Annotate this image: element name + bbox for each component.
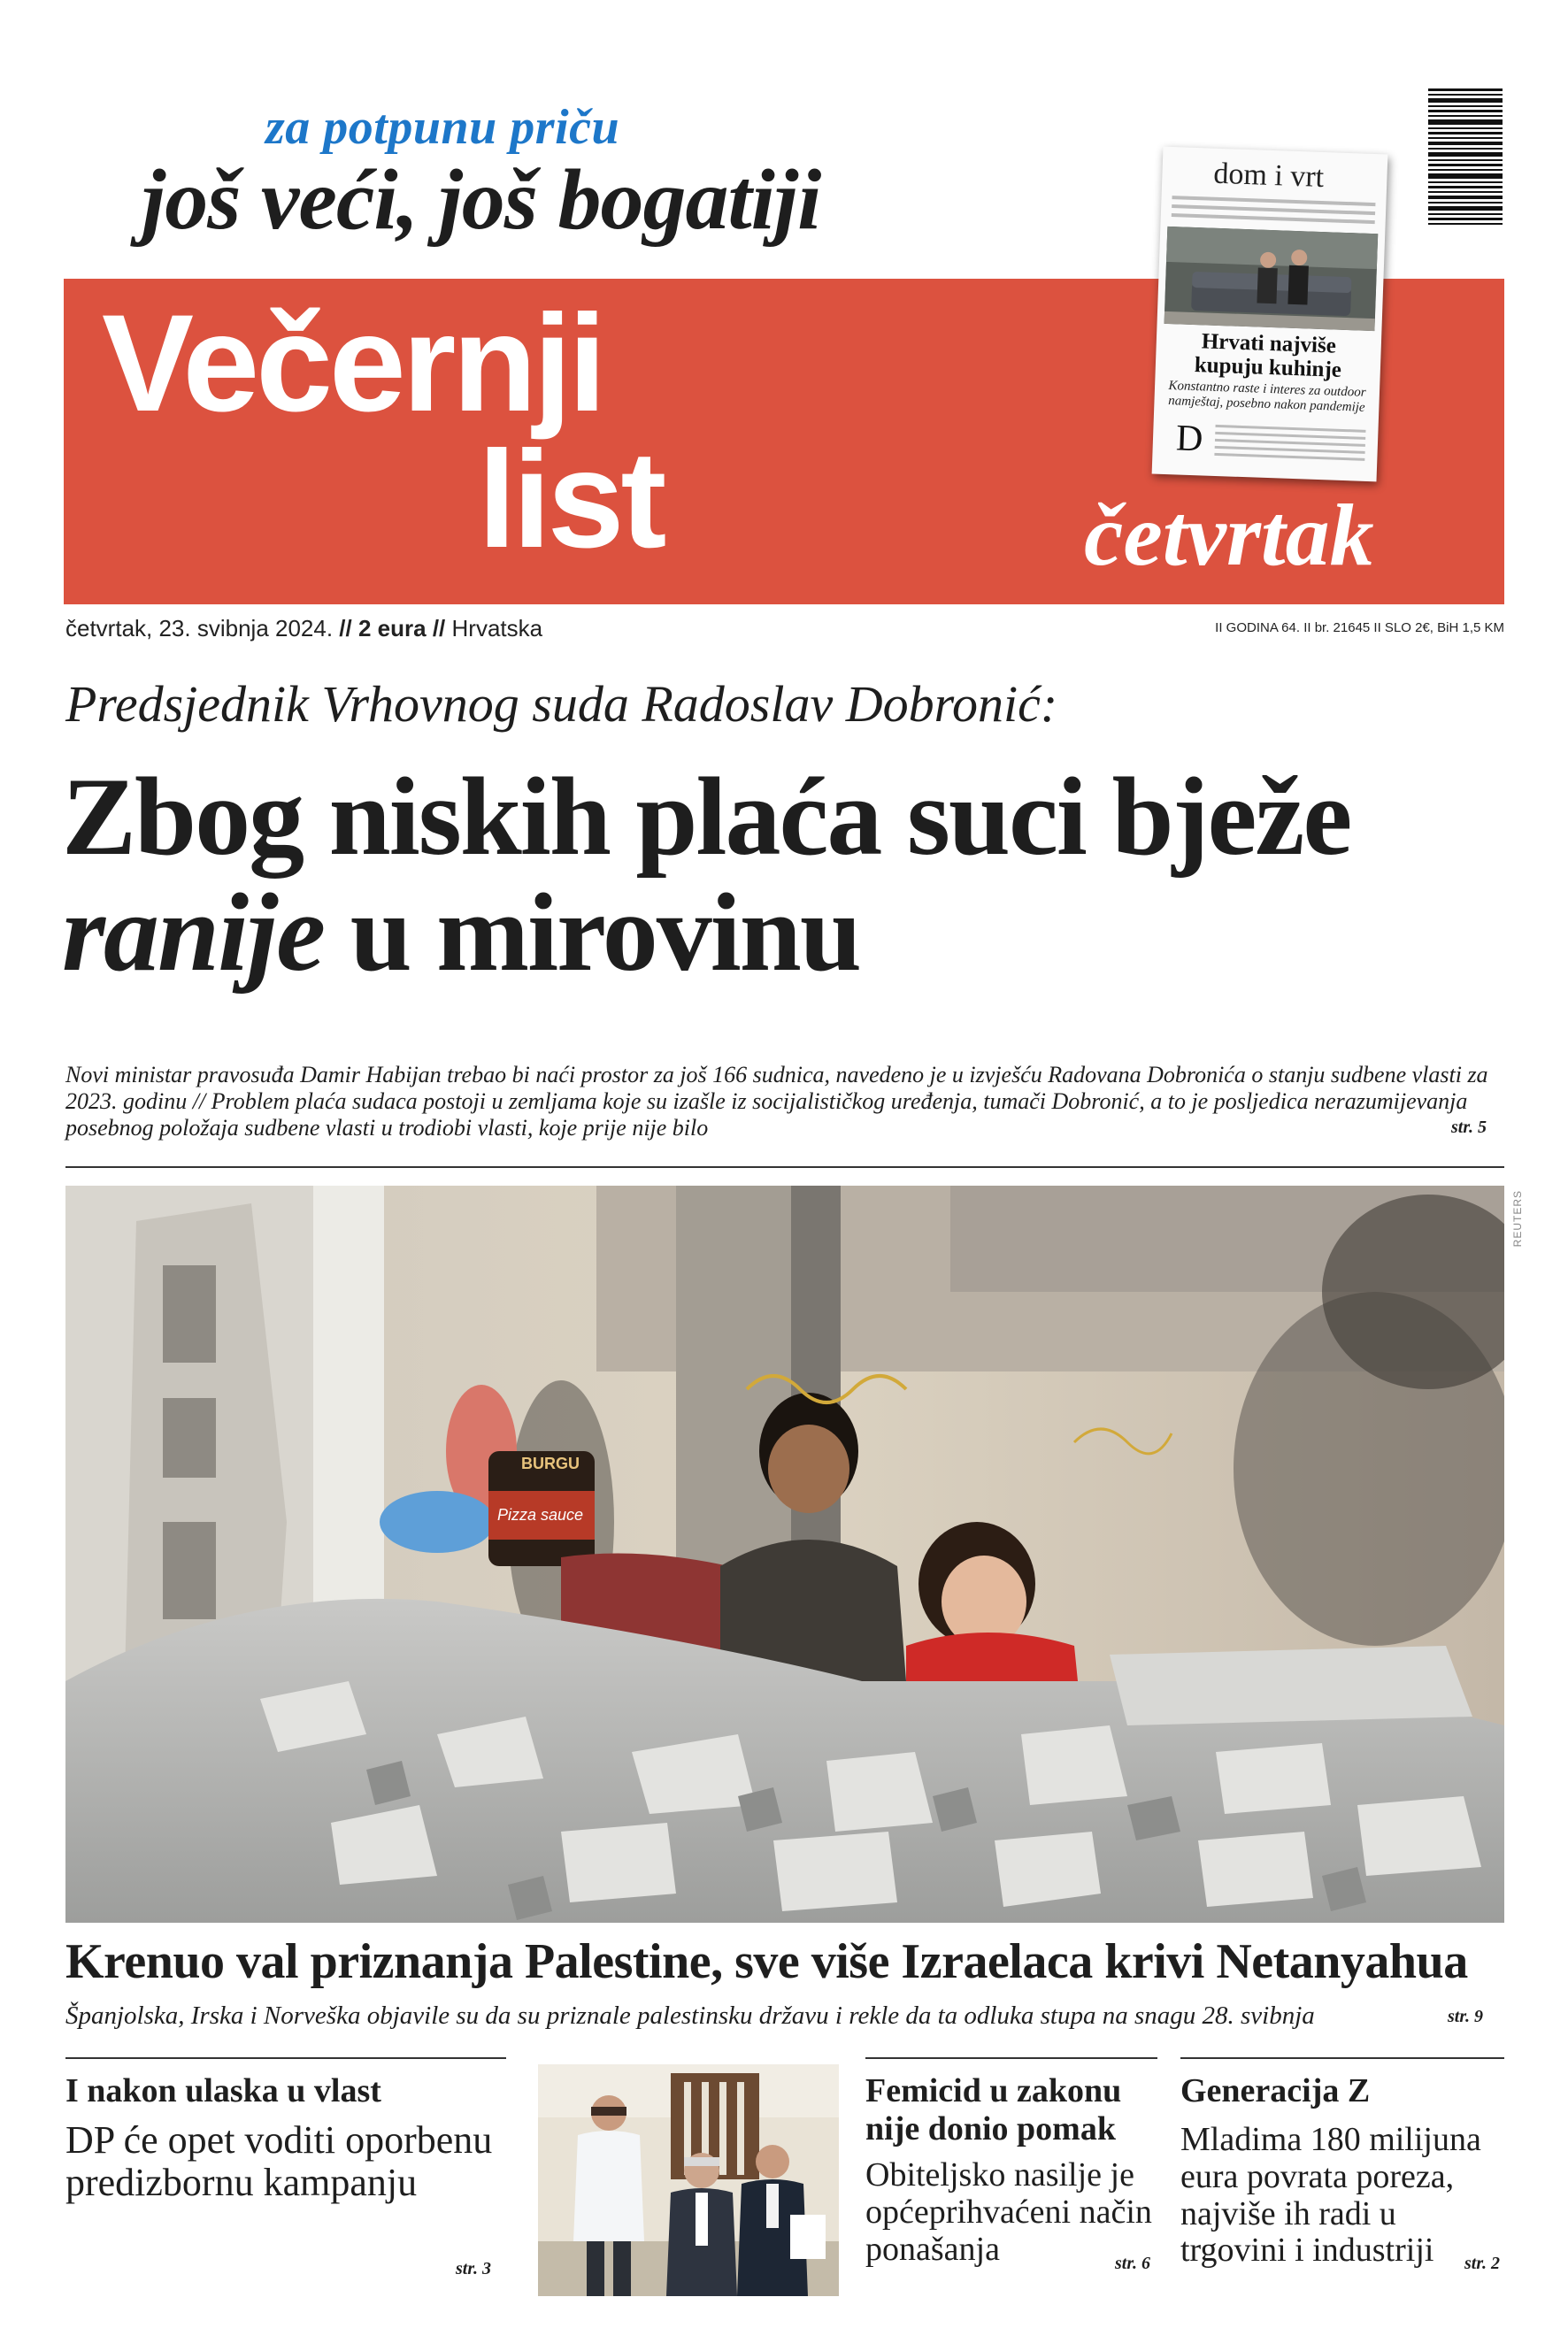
teaser-body: Mladima 180 milijuna eura povrata poreza, najviše ih radi u trgovini i industriji	[1180, 2121, 1481, 2270]
headline-italic: ranije	[62, 872, 325, 995]
lead-kicker: Predsjednik Vrhovnog suda Radoslav Dobronić:	[65, 675, 1058, 733]
supplement-dropcap: D	[1175, 418, 1204, 460]
lead-headline[interactable]	[62, 756, 1513, 995]
teaser-page-ref[interactable]: str. 6	[1115, 2254, 1151, 2273]
teaser-body: Obiteljsko nasilje je općeprihvaćeni način ponašanja	[865, 2156, 1152, 2268]
second-deck: Španjolska, Irska i Norveška objavile su da su priznale palestinsku državu i rekle da ta odluka stupa na snagu 28. svibnja	[65, 2001, 1315, 2030]
supplement-photo	[1164, 227, 1379, 331]
lead-lede: Novi ministar pravosuđa Damir Habijan trebao bi naći prostor za još 166 sudnica, navedeno je u izvješću Radovana Dobronića o stanju sudbene vlasti za 2023. godinu // Problem plaća sudaca postoji u zemljama koje su izašle iz socijalističkog uređenja, tumači Dobronić, a to je posljedica nerazumijevanja posebnog položaja sudbene vlasti u trodiobi vlasti, koje prije nije bilo	[65, 1062, 1488, 1141]
promo-title: još veći, još bogatiji	[142, 152, 821, 248]
supplement-body-lines	[1214, 425, 1365, 465]
second-headline[interactable]: Krenuo val priznanja Palestine, sve više Izraelaca krivi Netanyahua	[65, 1934, 1468, 1989]
headline-part2: u mirovinu	[350, 872, 860, 995]
politicians-photo[interactable]	[538, 2064, 839, 2296]
country: Hrvatska	[451, 615, 543, 642]
separator: //	[432, 615, 446, 642]
supplement-headline: Hrvati najviše kupuju kuhinje	[1194, 329, 1342, 382]
teaser-page-ref[interactable]: str. 2	[1464, 2254, 1501, 2273]
lead-page-ref[interactable]: str. 5	[1451, 1118, 1487, 1137]
supplement-thumbnail[interactable]	[1152, 147, 1388, 482]
divider	[865, 2057, 1157, 2059]
barcode	[1426, 85, 1504, 227]
date: četvrtak, 23. svibnja 2024.	[65, 615, 334, 642]
teaser-headline[interactable]: Femicid u zakonu nije donio pomak	[865, 2072, 1122, 2147]
issue-info: II GODINA 64. II br. 21645 II SLO 2€, BiH 1,5 KM	[1215, 620, 1504, 635]
supplement-text-lines	[1172, 196, 1376, 229]
teaser-body: DP će opet voditi oporbenu predizbornu kampanju	[65, 2118, 493, 2205]
photo-credit: REUTERS	[1511, 1190, 1524, 1248]
divider	[65, 1166, 1504, 1168]
second-page-ref[interactable]: str. 9	[1448, 2007, 1484, 2026]
divider	[1180, 2057, 1504, 2059]
teaser-headline[interactable]: Generacija Z	[1180, 2072, 1371, 2109]
teaser-headline[interactable]: I nakon ulaska u vlast	[65, 2072, 381, 2109]
logo-line1: Večernji	[102, 287, 603, 441]
day-label: četvrtak	[1084, 486, 1374, 584]
logo-line2: list	[478, 423, 664, 577]
main-photo[interactable]	[65, 1186, 1504, 1923]
promo-subtitle: za potpunu priču	[265, 100, 620, 155]
price: 2 eura	[357, 615, 427, 642]
teaser-page-ref[interactable]: str. 3	[456, 2259, 492, 2278]
dateline	[65, 615, 542, 642]
divider	[65, 2057, 506, 2059]
supplement-title: dom i vrt	[1212, 157, 1325, 195]
supplement-deck: Konstantno raste i interes za outdoor namještaj, posebno nakon pandemije	[1168, 379, 1366, 415]
can-label-top: BURGU	[521, 1455, 580, 1472]
separator: //	[339, 615, 352, 642]
headline-part1: Zbog niskih plaća suci bježe	[62, 756, 1351, 879]
can-label: Pizza sauce	[497, 1506, 584, 1524]
